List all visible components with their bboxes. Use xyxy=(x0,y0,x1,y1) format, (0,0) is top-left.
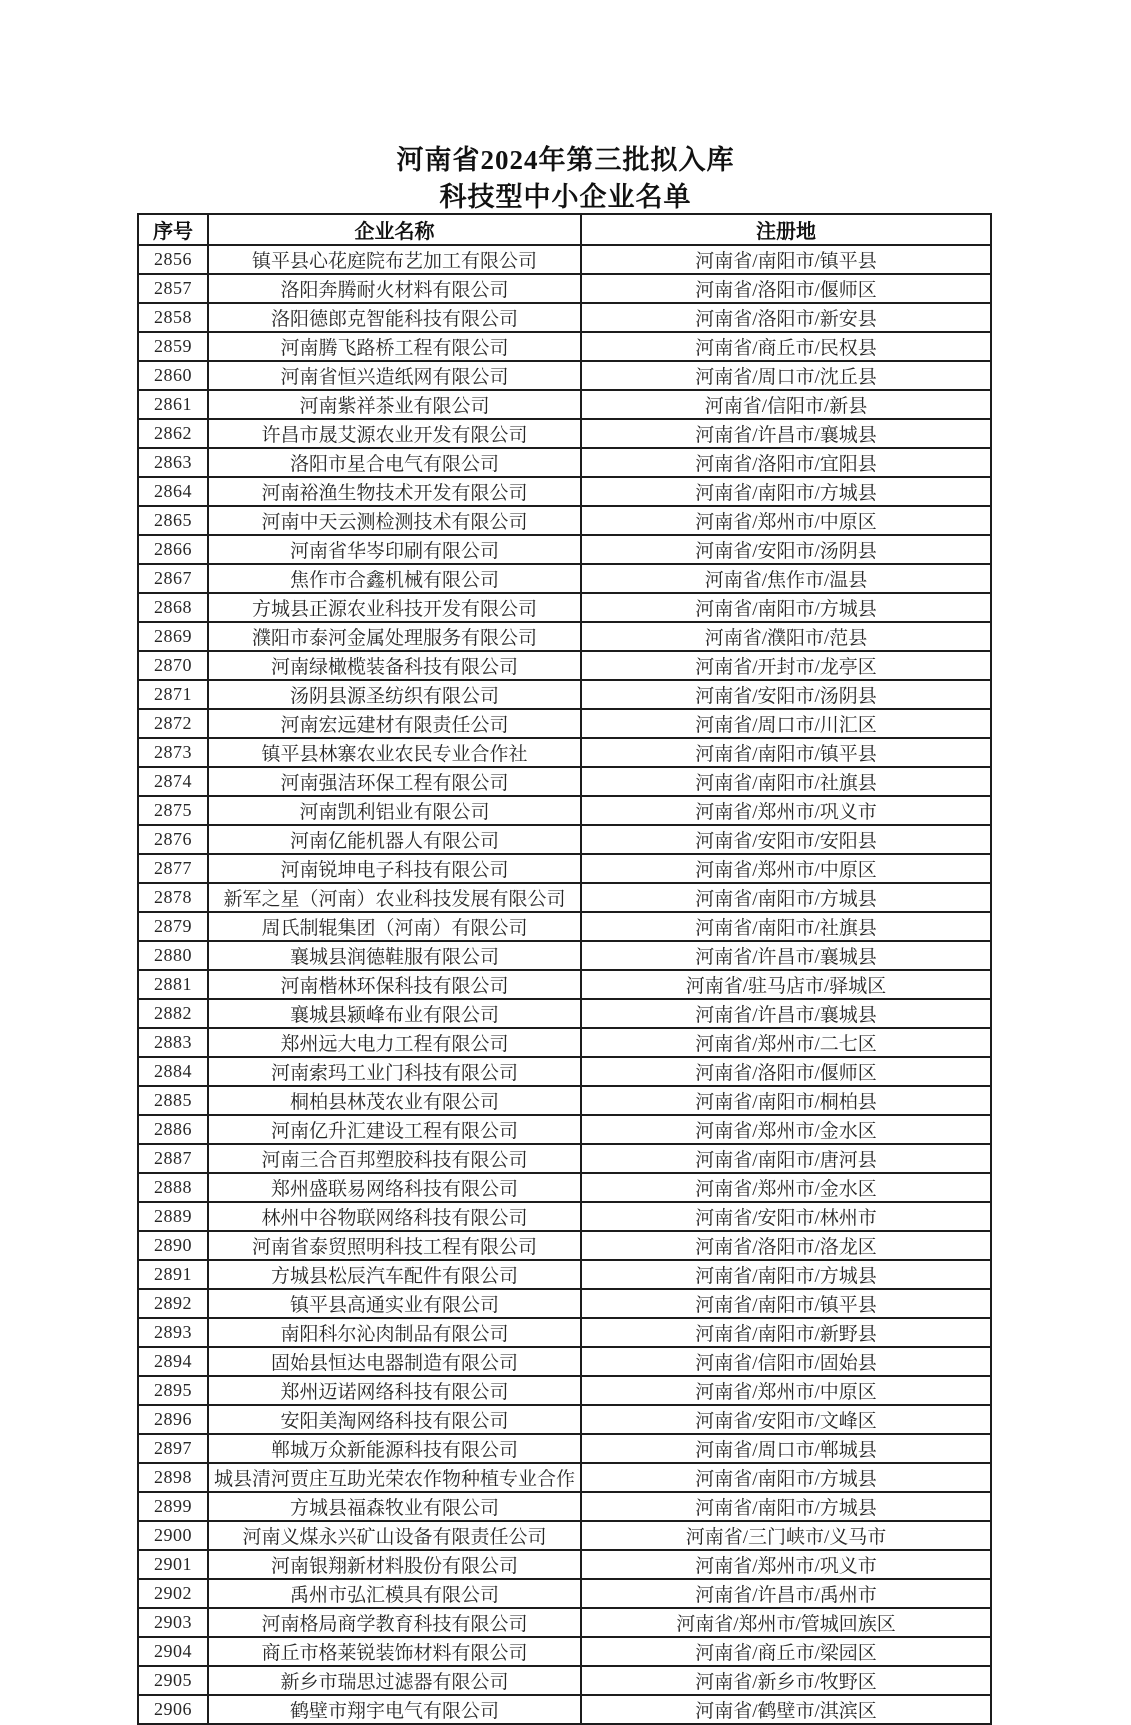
cell-registration: 河南省/南阳市/社旗县 xyxy=(581,912,991,941)
cell-company-name: 河南强洁环保工程有限公司 xyxy=(208,767,581,796)
table-row xyxy=(138,506,991,535)
table-row xyxy=(138,535,991,564)
cell-index: 2869 xyxy=(138,622,208,651)
cell-company-name: 洛阳德郎克智能科技有限公司 xyxy=(208,303,581,332)
table-row xyxy=(138,1637,991,1666)
cell-index: 2880 xyxy=(138,941,208,970)
cell-index: 2864 xyxy=(138,477,208,506)
table-row xyxy=(138,941,991,970)
cell-index: 2897 xyxy=(138,1434,208,1463)
cell-registration: 河南省/商丘市/梁园区 xyxy=(581,1637,991,1666)
cell-index: 2888 xyxy=(138,1173,208,1202)
table-row xyxy=(138,1666,991,1695)
table-row xyxy=(138,1202,991,1231)
cell-registration: 河南省/安阳市/汤阴县 xyxy=(581,535,991,564)
cell-company-name: 方城县正源农业科技开发有限公司 xyxy=(208,593,581,622)
cell-company-name: 城县清河贾庄互助光荣农作物种植专业合作 xyxy=(208,1463,581,1492)
cell-registration: 河南省/郑州市/中原区 xyxy=(581,506,991,535)
table-row xyxy=(138,999,991,1028)
table-row xyxy=(138,1115,991,1144)
cell-index: 2858 xyxy=(138,303,208,332)
cell-company-name: 河南紫祥茶业有限公司 xyxy=(208,390,581,419)
cell-company-name: 商丘市格莱锐装饰材料有限公司 xyxy=(208,1637,581,1666)
cell-company-name: 焦作市合鑫机械有限公司 xyxy=(208,564,581,593)
cell-company-name: 河南银翔新材料股份有限公司 xyxy=(208,1550,581,1579)
column-header-registration: 注册地 xyxy=(581,214,991,245)
table-row xyxy=(138,303,991,332)
cell-registration: 河南省/焦作市/温县 xyxy=(581,564,991,593)
cell-registration: 河南省/安阳市/文峰区 xyxy=(581,1405,991,1434)
cell-company-name: 濮阳市泰河金属处理服务有限公司 xyxy=(208,622,581,651)
cell-company-name: 河南省华岑印刷有限公司 xyxy=(208,535,581,564)
cell-registration: 河南省/周口市/沈丘县 xyxy=(581,361,991,390)
cell-registration: 河南省/洛阳市/洛龙区 xyxy=(581,1231,991,1260)
cell-registration: 河南省/开封市/龙亭区 xyxy=(581,651,991,680)
cell-registration: 河南省/鹤壁市/淇滨区 xyxy=(581,1695,991,1724)
cell-company-name: 郑州盛联易网络科技有限公司 xyxy=(208,1173,581,1202)
cell-registration: 河南省/南阳市/方城县 xyxy=(581,1260,991,1289)
cell-index: 2894 xyxy=(138,1347,208,1376)
cell-company-name: 河南凯利铝业有限公司 xyxy=(208,796,581,825)
cell-index: 2875 xyxy=(138,796,208,825)
table-row xyxy=(138,1289,991,1318)
table-row xyxy=(138,1521,991,1550)
cell-index: 2885 xyxy=(138,1086,208,1115)
cell-index: 2866 xyxy=(138,535,208,564)
cell-company-name: 方城县松辰汽车配件有限公司 xyxy=(208,1260,581,1289)
table-row xyxy=(138,390,991,419)
column-header-index: 序号 xyxy=(138,214,208,245)
cell-index: 2861 xyxy=(138,390,208,419)
cell-index: 2865 xyxy=(138,506,208,535)
cell-registration: 河南省/许昌市/禹州市 xyxy=(581,1579,991,1608)
cell-index: 2876 xyxy=(138,825,208,854)
cell-index: 2898 xyxy=(138,1463,208,1492)
table-row xyxy=(138,1492,991,1521)
table-row xyxy=(138,883,991,912)
cell-company-name: 河南锐坤电子科技有限公司 xyxy=(208,854,581,883)
cell-company-name: 固始县恒达电器制造有限公司 xyxy=(208,1347,581,1376)
cell-company-name: 郸城万众新能源科技有限公司 xyxy=(208,1434,581,1463)
cell-index: 2893 xyxy=(138,1318,208,1347)
cell-company-name: 郑州远大电力工程有限公司 xyxy=(208,1028,581,1057)
table-row xyxy=(138,1144,991,1173)
table-row xyxy=(138,419,991,448)
cell-index: 2901 xyxy=(138,1550,208,1579)
table-row xyxy=(138,1057,991,1086)
cell-registration: 河南省/信阳市/固始县 xyxy=(581,1347,991,1376)
page-title-line-1: 河南省2024年第三批拟入库 xyxy=(396,145,735,175)
cell-index: 2872 xyxy=(138,709,208,738)
cell-registration: 河南省/三门峡市/义马市 xyxy=(581,1521,991,1550)
cell-index: 2882 xyxy=(138,999,208,1028)
cell-company-name: 河南义煤永兴矿山设备有限责任公司 xyxy=(208,1521,581,1550)
cell-index: 2899 xyxy=(138,1492,208,1521)
cell-company-name: 洛阳市星合电气有限公司 xyxy=(208,448,581,477)
cell-company-name: 河南绿橄榄装备科技有限公司 xyxy=(208,651,581,680)
cell-registration: 河南省/安阳市/汤阴县 xyxy=(581,680,991,709)
cell-company-name: 方城县福森牧业有限公司 xyxy=(208,1492,581,1521)
table-row xyxy=(138,680,991,709)
cell-index: 2903 xyxy=(138,1608,208,1637)
cell-index: 2886 xyxy=(138,1115,208,1144)
cell-company-name: 镇平县心花庭院布艺加工有限公司 xyxy=(208,245,581,274)
cell-registration: 河南省/驻马店市/驿城区 xyxy=(581,970,991,999)
cell-index: 2900 xyxy=(138,1521,208,1550)
cell-index: 2878 xyxy=(138,883,208,912)
cell-registration: 河南省/南阳市/方城县 xyxy=(581,1463,991,1492)
table-row xyxy=(138,274,991,303)
cell-registration: 河南省/周口市/川汇区 xyxy=(581,709,991,738)
cell-company-name: 河南亿升汇建设工程有限公司 xyxy=(208,1115,581,1144)
table-row xyxy=(138,332,991,361)
cell-company-name: 襄城县颍峰布业有限公司 xyxy=(208,999,581,1028)
cell-registration: 河南省/安阳市/安阳县 xyxy=(581,825,991,854)
table-row xyxy=(138,651,991,680)
cell-company-name: 河南楷林环保科技有限公司 xyxy=(208,970,581,999)
cell-company-name: 河南格局商学教育科技有限公司 xyxy=(208,1608,581,1637)
cell-index: 2873 xyxy=(138,738,208,767)
cell-registration: 河南省/洛阳市/偃师区 xyxy=(581,274,991,303)
cell-registration: 河南省/郑州市/金水区 xyxy=(581,1115,991,1144)
table-row xyxy=(138,1318,991,1347)
cell-index: 2891 xyxy=(138,1260,208,1289)
table-row xyxy=(138,796,991,825)
cell-index: 2871 xyxy=(138,680,208,709)
table-row xyxy=(138,1608,991,1637)
cell-company-name: 河南省泰贸照明科技工程有限公司 xyxy=(208,1231,581,1260)
cell-registration: 河南省/许昌市/襄城县 xyxy=(581,999,991,1028)
cell-company-name: 河南宏远建材有限责任公司 xyxy=(208,709,581,738)
cell-registration: 河南省/南阳市/方城县 xyxy=(581,477,991,506)
table-row xyxy=(138,970,991,999)
cell-company-name: 河南亿能机器人有限公司 xyxy=(208,825,581,854)
table-row xyxy=(138,1579,991,1608)
cell-company-name: 河南裕渔生物技术开发有限公司 xyxy=(208,477,581,506)
cell-registration: 河南省/南阳市/桐柏县 xyxy=(581,1086,991,1115)
cell-registration: 河南省/南阳市/镇平县 xyxy=(581,245,991,274)
cell-company-name: 汤阴县源圣纺织有限公司 xyxy=(208,680,581,709)
cell-registration: 河南省/郑州市/巩义市 xyxy=(581,1550,991,1579)
cell-registration: 河南省/郑州市/中原区 xyxy=(581,854,991,883)
cell-index: 2879 xyxy=(138,912,208,941)
cell-company-name: 许昌市晟艾源农业开发有限公司 xyxy=(208,419,581,448)
cell-company-name: 桐柏县林茂农业有限公司 xyxy=(208,1086,581,1115)
cell-company-name: 郑州迈诺网络科技有限公司 xyxy=(208,1376,581,1405)
cell-company-name: 安阳美淘网络科技有限公司 xyxy=(208,1405,581,1434)
table-row xyxy=(138,1231,991,1260)
cell-company-name: 新乡市瑞思过滤器有限公司 xyxy=(208,1666,581,1695)
cell-index: 2859 xyxy=(138,332,208,361)
table-row xyxy=(138,245,991,274)
table-row xyxy=(138,738,991,767)
table-row xyxy=(138,912,991,941)
cell-index: 2896 xyxy=(138,1405,208,1434)
cell-index: 2887 xyxy=(138,1144,208,1173)
cell-registration: 河南省/南阳市/镇平县 xyxy=(581,738,991,767)
cell-index: 2868 xyxy=(138,593,208,622)
table-row xyxy=(138,1173,991,1202)
cell-registration: 河南省/南阳市/唐河县 xyxy=(581,1144,991,1173)
cell-company-name: 襄城县润德鞋服有限公司 xyxy=(208,941,581,970)
cell-index: 2905 xyxy=(138,1666,208,1695)
cell-company-name: 河南腾飞路桥工程有限公司 xyxy=(208,332,581,361)
table-row xyxy=(138,564,991,593)
table-row xyxy=(138,1028,991,1057)
cell-company-name: 河南中天云测检测技术有限公司 xyxy=(208,506,581,535)
table-row xyxy=(138,709,991,738)
cell-company-name: 镇平县高通实业有限公司 xyxy=(208,1289,581,1318)
table-row xyxy=(138,1695,991,1724)
cell-index: 2874 xyxy=(138,767,208,796)
cell-index: 2904 xyxy=(138,1637,208,1666)
cell-company-name: 林州中谷物联网络科技有限公司 xyxy=(208,1202,581,1231)
cell-company-name: 河南索玛工业门科技有限公司 xyxy=(208,1057,581,1086)
cell-registration: 河南省/洛阳市/偃师区 xyxy=(581,1057,991,1086)
table-row xyxy=(138,1376,991,1405)
cell-index: 2870 xyxy=(138,651,208,680)
cell-registration: 河南省/南阳市/方城县 xyxy=(581,593,991,622)
cell-registration: 河南省/南阳市/新野县 xyxy=(581,1318,991,1347)
cell-index: 2883 xyxy=(138,1028,208,1057)
table-row xyxy=(138,1463,991,1492)
table-row xyxy=(138,1405,991,1434)
cell-index: 2906 xyxy=(138,1695,208,1724)
cell-registration: 河南省/周口市/郸城县 xyxy=(581,1434,991,1463)
table-row xyxy=(138,825,991,854)
cell-registration: 河南省/许昌市/襄城县 xyxy=(581,941,991,970)
cell-index: 2884 xyxy=(138,1057,208,1086)
table-row xyxy=(138,593,991,622)
cell-registration: 河南省/郑州市/中原区 xyxy=(581,1376,991,1405)
cell-company-name: 洛阳奔腾耐火材料有限公司 xyxy=(208,274,581,303)
cell-registration: 河南省/南阳市/社旗县 xyxy=(581,767,991,796)
cell-index: 2889 xyxy=(138,1202,208,1231)
cell-index: 2895 xyxy=(138,1376,208,1405)
page-title-line-2: 科技型中小企业名单 xyxy=(439,182,692,212)
cell-company-name: 南阳科尔沁肉制品有限公司 xyxy=(208,1318,581,1347)
cell-index: 2860 xyxy=(138,361,208,390)
cell-registration: 河南省/郑州市/管城回族区 xyxy=(581,1608,991,1637)
table-row xyxy=(138,477,991,506)
cell-index: 2877 xyxy=(138,854,208,883)
cell-index: 2863 xyxy=(138,448,208,477)
cell-company-name: 鹤壁市翔宇电气有限公司 xyxy=(208,1695,581,1724)
cell-company-name: 河南三合百邦塑胶科技有限公司 xyxy=(208,1144,581,1173)
cell-registration: 河南省/南阳市/镇平县 xyxy=(581,1289,991,1318)
cell-registration: 河南省/郑州市/金水区 xyxy=(581,1173,991,1202)
cell-index: 2902 xyxy=(138,1579,208,1608)
table-row xyxy=(138,1260,991,1289)
cell-registration: 河南省/信阳市/新县 xyxy=(581,390,991,419)
cell-index: 2881 xyxy=(138,970,208,999)
cell-company-name: 新军之星（河南）农业科技发展有限公司 xyxy=(208,883,581,912)
cell-company-name: 镇平县林寨农业农民专业合作社 xyxy=(208,738,581,767)
cell-registration: 河南省/濮阳市/范县 xyxy=(581,622,991,651)
cell-registration: 河南省/南阳市/方城县 xyxy=(581,883,991,912)
cell-registration: 河南省/安阳市/林州市 xyxy=(581,1202,991,1231)
table-row xyxy=(138,1550,991,1579)
table-row xyxy=(138,1347,991,1376)
table-row xyxy=(138,854,991,883)
table-row xyxy=(138,361,991,390)
companies-table xyxy=(137,213,992,1725)
cell-registration: 河南省/南阳市/方城县 xyxy=(581,1492,991,1521)
column-header-company-name: 企业名称 xyxy=(208,214,581,245)
cell-registration: 河南省/郑州市/二七区 xyxy=(581,1028,991,1057)
cell-index: 2892 xyxy=(138,1289,208,1318)
cell-company-name: 周氏制辊集团（河南）有限公司 xyxy=(208,912,581,941)
table-row xyxy=(138,1086,991,1115)
cell-registration: 河南省/商丘市/民权县 xyxy=(581,332,991,361)
page-title xyxy=(0,142,1131,216)
cell-index: 2856 xyxy=(138,245,208,274)
cell-index: 2890 xyxy=(138,1231,208,1260)
cell-registration: 河南省/洛阳市/宜阳县 xyxy=(581,448,991,477)
cell-registration: 河南省/新乡市/牧野区 xyxy=(581,1666,991,1695)
cell-index: 2867 xyxy=(138,564,208,593)
cell-index: 2862 xyxy=(138,419,208,448)
cell-company-name: 禹州市弘汇模具有限公司 xyxy=(208,1579,581,1608)
table-row xyxy=(138,767,991,796)
table-row xyxy=(138,1434,991,1463)
cell-registration: 河南省/许昌市/襄城县 xyxy=(581,419,991,448)
table-row xyxy=(138,622,991,651)
cell-company-name: 河南省恒兴造纸网有限公司 xyxy=(208,361,581,390)
table-row xyxy=(138,448,991,477)
cell-index: 2857 xyxy=(138,274,208,303)
cell-registration: 河南省/洛阳市/新安县 xyxy=(581,303,991,332)
cell-registration: 河南省/郑州市/巩义市 xyxy=(581,796,991,825)
table-header-row xyxy=(138,214,991,245)
